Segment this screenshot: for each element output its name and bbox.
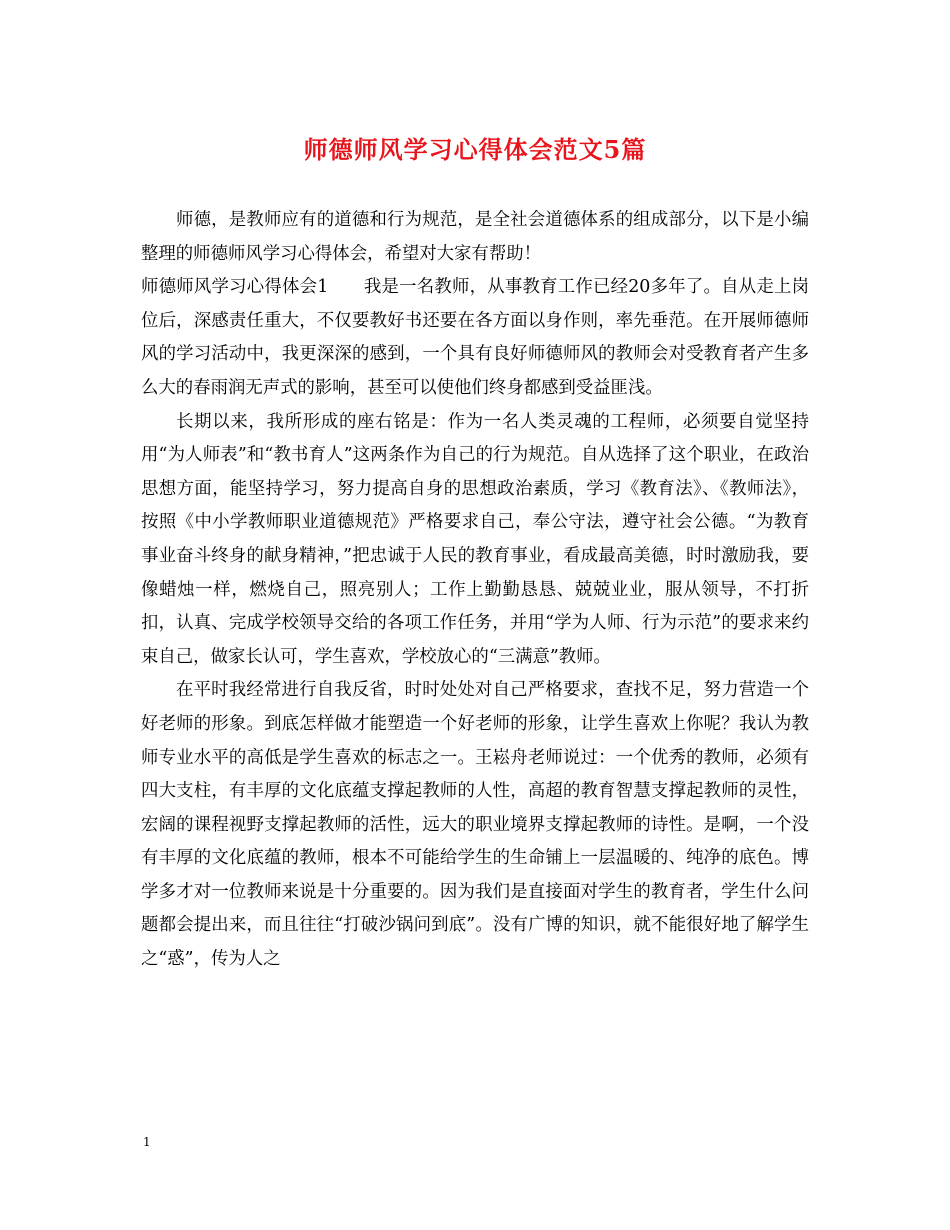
paragraph-self-reflection: 在平时我经常进行自我反省，时时处处对自己严格要求，查找不足，努力营造一个好老师的形象。到底怎样做才能塑造一个好老师的形象，让学生喜欢上你呢？我认为教师专业水平的高低是学生喜欢的标志之一。王崧舟老师说过：一个优秀的教师，必须有四大支柱，有丰厚的文化底蕴支撑起教师的人性，高超的教育智慧支撑起教师的灵性，宏阔的课程视野支撑起教师的活性，远大的职业境界支撑起教师的诗性。是啊，一个没有丰厚的文化底蕴的教师，根本不可能给学生的生命铺上一层温暖的、纯净的底色。博学多才对一位教师来说是十分重要的。因为我们是直接面对学生的教育者，学生什么问题都会提出来，而且往往“打破沙锅问到底”。没有广博的知识，就不能很好地了解学生之“惑”，传为人之 <box>141 680 809 970</box>
document-body <box>141 204 809 977</box>
paragraph-essay-1-start: 师德师风学习心得体会1 我是一名教师，从事教育工作已经20多年了。自从走上岗位后，深感责任重大，不仅要教好书还要在各方面以身作则，率先垂范。在开展师德师风的学习活动中，我更深深的感到，一个具有良好师德师风的教师会对受教育者产生多么大的春雨润无声式的影响，甚至可以使他们终身都感到受益匪浅。 <box>141 277 809 398</box>
page-number: 1 <box>143 1135 151 1149</box>
paragraph-motto: 长期以来，我所形成的座右铭是：作为一名人类灵魂的工程师，必须要自觉坚持用“为人师表”和“教书育人”这两条作为自己的行为规范。自从选择了这个职业，在政治思想方面，能坚持学习，努力提高自身的思想政治素质，学习《教育法》、《教师法》，按照《中小学教师职业道德规范》严格要求自己，奉公守法，遵守社会公德。“为教育事业奋斗终身的献身精神，”把忠诚于人民的教育事业，看成最高美德，时时激励我，要像蜡烛一样，燃烧自己，照亮别人；工作上勤勤恳恳、兢兢业业，服从领导，不打折扣，认真、完成学校领导交给的各项工作任务，并用“学为人师、行为示范”的要求来约束自己，做家长认可，学生喜欢，学校放心的“三满意”教师。 <box>141 411 809 667</box>
document-title: 师德师风学习心得体会范文5篇 <box>303 135 647 164</box>
paragraph-intro: 师德，是教师应有的道德和行为规范，是全社会道德体系的组成部分，以下是小编整理的师德师风学习心得体会，希望对大家有帮助！ <box>141 210 809 264</box>
